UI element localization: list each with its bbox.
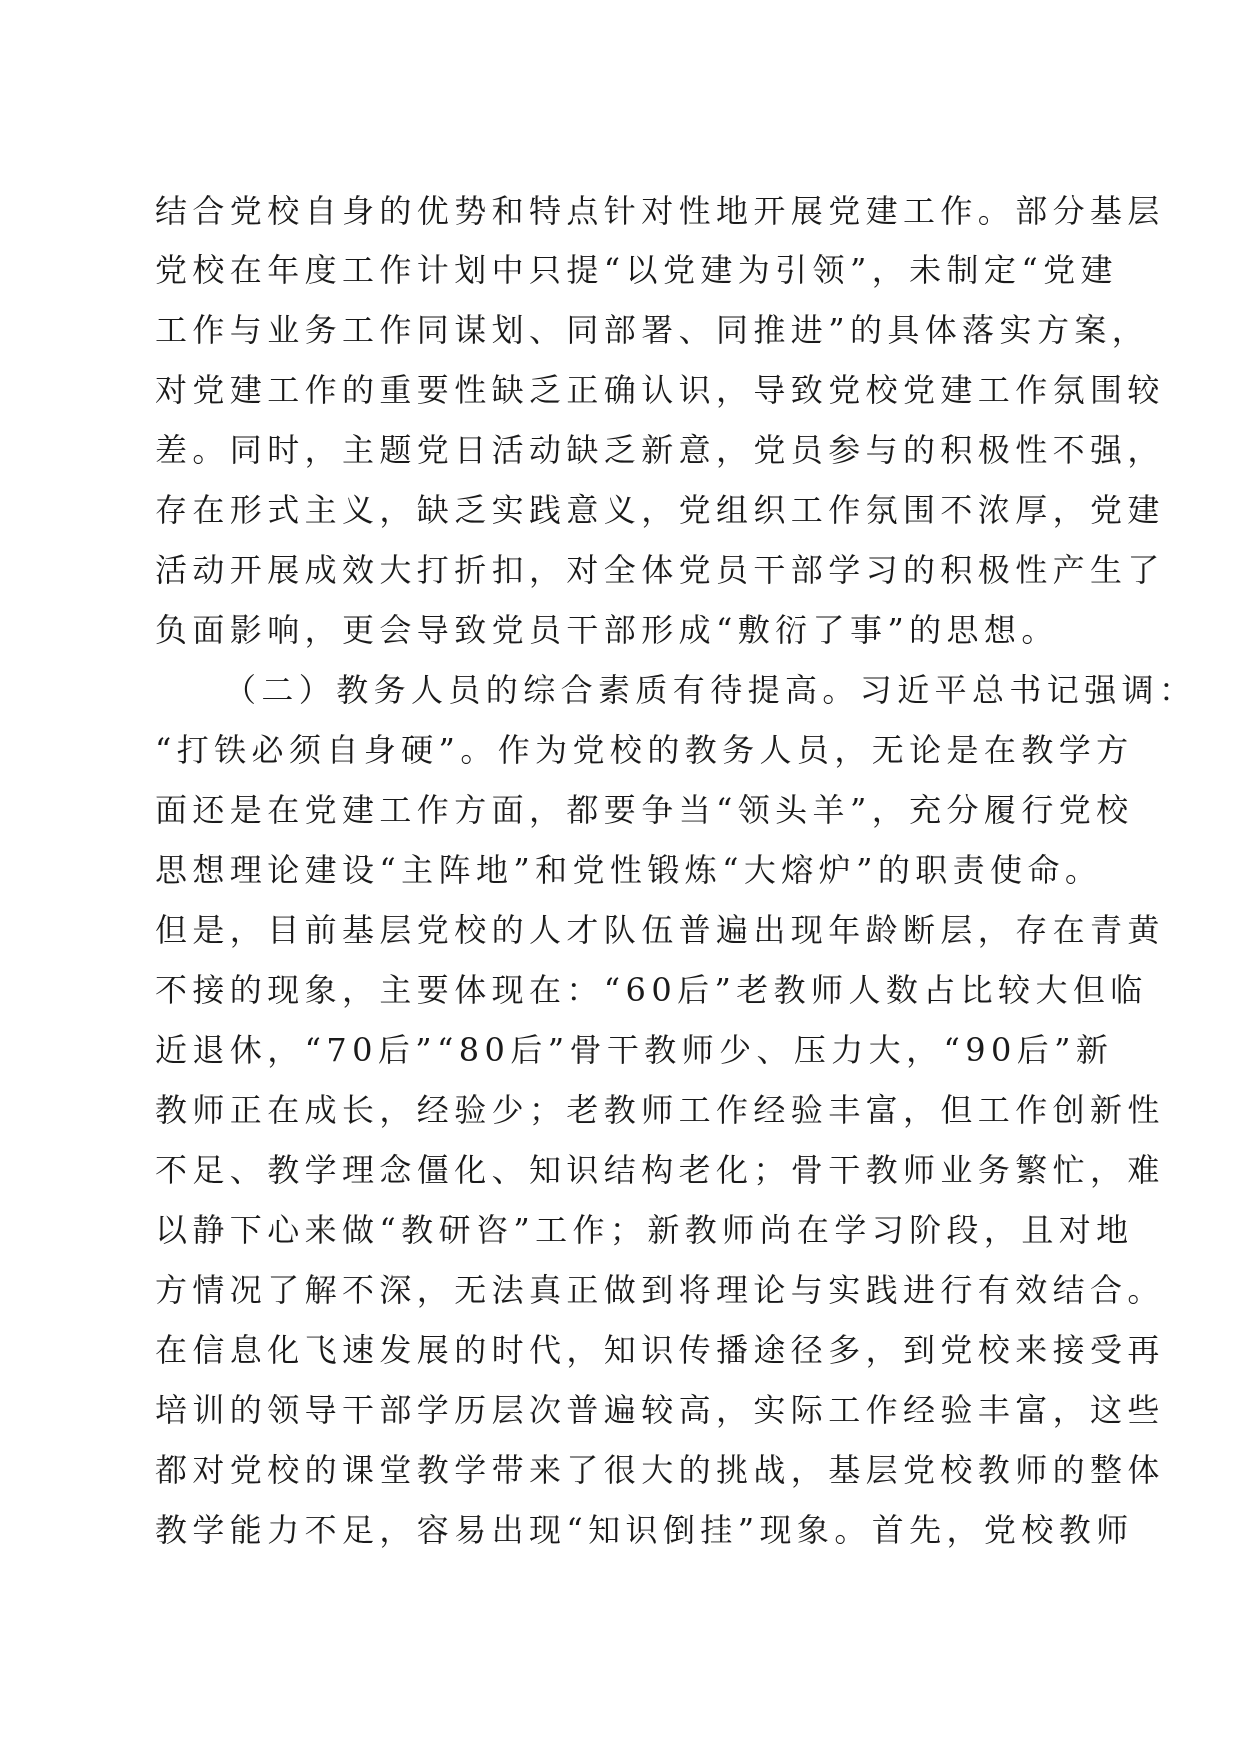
body-text-line: 但是，目前基层党校的人才队伍普遍出现年龄断层，存在青黄 [155,911,1165,949]
body-text-line: 存在形式主义，缺乏实践意义，党组织工作氛围不浓厚，党建 [155,491,1165,529]
body-text-line: 差。同时，主题党日活动缺乏新意，党员参与的积极性不强， [155,431,1165,469]
body-text-line: 思想理论建设“主阵地”和党性锻炼“大熔炉”的职责使命。 [155,851,1103,889]
body-text-line: 不足、教学理念僵化、知识结构老化；骨干教师业务繁忙，难 [155,1151,1165,1189]
body-text-line: 工作与业务工作同谋划、同部署、同推进”的具体落实方案， [155,311,1150,349]
body-text-line: “打铁必须自身硬”。作为党校的教务人员，无论是在教学方 [155,731,1134,769]
body-text-line: 近退休，“70后”“80后”骨干教师少、压力大，“90后”新 [155,1031,1114,1069]
body-text-line: 教师正在成长，经验少；老教师工作经验丰富，但工作创新性 [155,1091,1165,1129]
body-text-line: 方情况了解不深，无法真正做到将理论与实践进行有效结合。 [155,1271,1165,1309]
body-text-line: 活动开展成效大打折扣，对全体党员干部学习的积极性产生了 [155,551,1165,589]
body-text-line: 以静下心来做“教研咨”工作；新教师尚在学习阶段，且对地 [155,1211,1134,1249]
body-text-line: 教学能力不足，容易出现“知识倒挂”现象。首先，党校教师 [155,1511,1134,1549]
body-text-line: 面还是在党建工作方面，都要争当“领头羊”，充分履行党校 [155,791,1134,829]
body-text-line: 负面影响，更会导致党员干部形成“敷衍了事”的思想。 [155,611,1059,649]
body-text-line: 党校在年度工作计划中只提“以党建为引领”，未制定“党建 [155,251,1118,289]
body-text-line: 不接的现象，主要体现在：“60后”老教师人数占比较大但临 [155,971,1148,1009]
body-text-line: 在信息化飞速发展的时代，知识传播途径多，到党校来接受再 [155,1331,1165,1369]
body-text-line: 培训的领导干部学历层次普遍较高，实际工作经验丰富，这些 [155,1391,1165,1429]
body-text-line: 都对党校的课堂教学带来了很大的挑战，基层党校教师的整体 [155,1451,1165,1489]
body-text-line: 结合党校自身的优势和特点针对性地开展党建工作。部分基层 [155,192,1165,230]
body-text-line: 对党建工作的重要性缺乏正确认识，导致党校党建工作氛围较 [155,371,1165,409]
section-heading-line: （二）教务人员的综合素质有待提高。习近平总书记强调： [224,671,1197,709]
